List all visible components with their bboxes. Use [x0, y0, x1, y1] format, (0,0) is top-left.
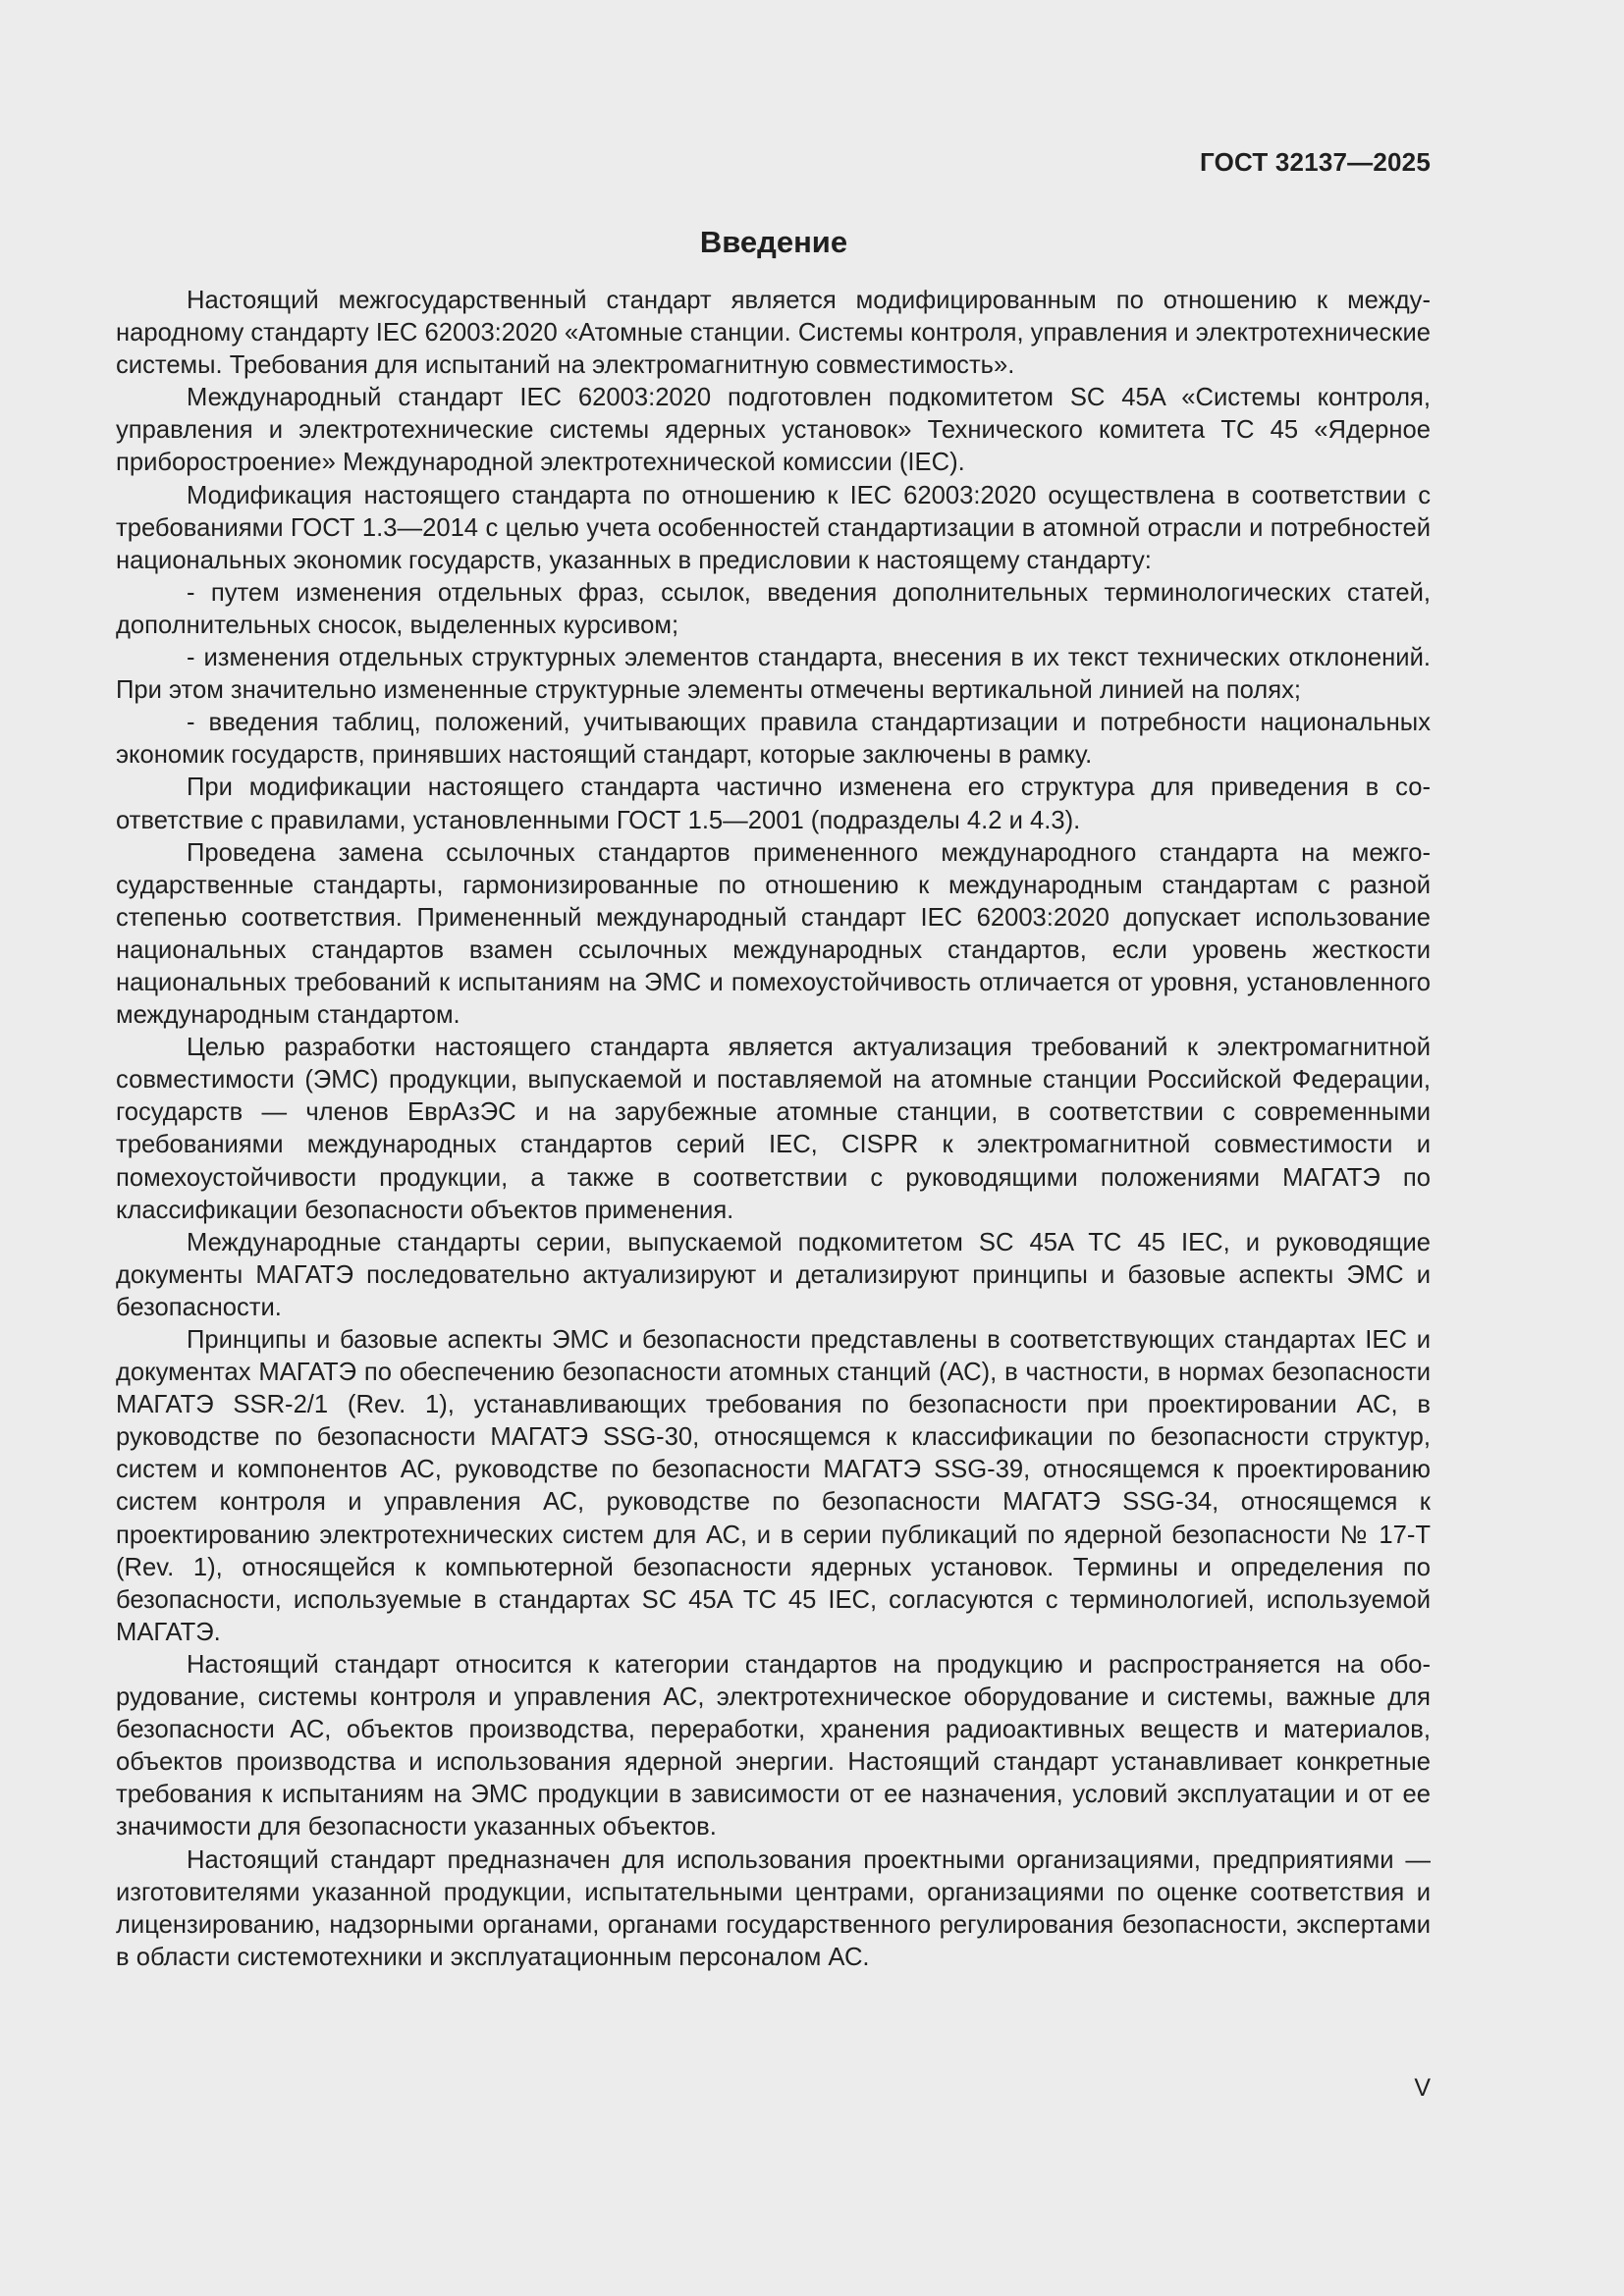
list-item: - введения таблиц, положений, учитывающих правила стандартизации и потребности национальных экономик государств, принявших настоящий стандарт, которые заключены в рамку. [116, 709, 1431, 770]
paragraph: Принципы и базовые аспекты ЭМС и безопасности представлены в соответствующих стандартах IEC и документах МАГАТЭ по обеспечению безопасности атомных станций (АС), в частности, в нормах безопасности МАГАТЭ SSR-2/1 (Rev. 1), устанавливающих требования по безопасности при проектировании АС, в руководстве по безопасности МАГАТЭ SSG-30, относящемся к классификации по безопасности структур, систем и компонентов АС, руководстве по безопасности МАГАТЭ SSG-39, относящемся к проектированию систем контроля и управления АС, руководстве по безопасности МАГАТЭ SSG-34, относящемся к проектированию электротехнических систем для АС, и в серии публикаций по ядерной безопасности № 17-Т (Rev. 1), относящейся к компьютерной безопасности ядерных установок. Термины и определения по безопасности, используемые в стандартах SC 45A TC 45 IEC, согласуются с терминологией, используемой МАГАТЭ. [116, 1326, 1431, 1646]
paragraph: Международные стандарты серии, выпускаемой подкомитетом SC 45A TC 45 IEC, и руководящие документы МАГАТЭ последовательно актуализируют и детализируют принципы и базовые аспекты ЭМС и безопасности. [116, 1228, 1431, 1321]
standard-code: ГОСТ 32137—2025 [1200, 147, 1431, 177]
introduction-body [116, 285, 1431, 1974]
paragraph: Международный стандарт IEC 62003:2020 подготовлен подкомитетом SC 45A «Системы контроля, управления и электротехнические системы ядерных установок» Технического комитета ТС 45 «Ядерное приборостроение» Международной электротехнической комиссии (IEC). [116, 384, 1431, 477]
list-item: - изменения отдельных структурных элементов стандарта, внесения в их текст технических отклонений. При этом значительно измененные структурные элементы отмечены вертикальной линией на полях; [116, 644, 1431, 705]
paragraph: Настоящий межгосударственный стандарт является модифицированным по отношению к международному стандарту IEC 62003:2020 «Атомные станции. Системы контроля, управления и электротехнические системы. Требования для испытаний на электромагнитную совместимость». [116, 287, 1431, 380]
paragraph: Проведена замена ссылочных стандартов примененного международного стандарта на межгосударственные стандарты, гармонизированные по отношению к международным стандартам с разной степенью соответствия. Примененный международный стандарт IEC 62003:2020 допускает использование национальных стандартов взамен ссылочных международных стандартов, если уровень жесткости национальных требований к испытаниям на ЭМС и помехоустойчивость отличается от уровня, установленного международным стандартом. [116, 838, 1431, 1030]
paragraph: Целью разработки настоящего стандарта является актуализация требований к электромагнитной совместимости (ЭМС) продукции, выпускаемой и поставляемой на атомные станции Российской Федерации, государств — членов ЕврАзЭС и на зарубежные атомные станции, в соответствии с современными требованиями международных стандартов серий IEC, CISPR к электромагнитной совместимости и помехоустойчивости продукции, а также в соответствии с руководящими положениями МАГАТЭ по классификации безопасности объектов применения. [116, 1034, 1431, 1224]
page-number: V [1414, 2074, 1431, 2102]
list-item: - путем изменения отдельных фраз, ссылок, введения дополнительных терминологических статей, дополнительных сносок, выделенных курсивом; [116, 578, 1431, 639]
paragraph: Настоящий стандарт предназначен для использования проектными организациями, предприятиями — изготовителями указанной продукции, испытательными центрами, организациями по оценке соответствия и лицензированию, надзорными органами, органами государственного регулирования безопасности, экспертами в области системотехники и эксплуатационным персоналом АС. [116, 1845, 1431, 1971]
paragraph: Модификация настоящего стандарта по отношению к IEC 62003:2020 осуществлена в соответствии с требованиями ГОСТ 1.3—2014 с целью учета особенностей стандартизации в атомной отрасли и потребностей национальных экономик государств, указанных в предисловии к настоящему стандарту: [116, 481, 1431, 574]
section-title: Введение [699, 225, 848, 259]
paragraph: При модификации настоящего стандарта частично изменена его структура для приведения в соответствие с правилами, установленными ГОСТ 1.5—2001 (подразделы 4.2 и 4.3). [116, 774, 1431, 834]
paragraph: Настоящий стандарт относится к категории стандартов на продукцию и распространяется на оборудование, системы контроля и управления АС, электротехническое оборудование и системы, важные для безопасности АС, объектов производства, переработки, хранения радиоактивных веществ и материалов, объектов производства и использования ядерной энергии. Настоящий стандарт устанавливает конкретные требования к испытаниям на ЭМС продукции в зависимости от ее назначения, условий эксплуатации и от ее значимости для безопасности указанных объектов. [116, 1650, 1431, 1842]
